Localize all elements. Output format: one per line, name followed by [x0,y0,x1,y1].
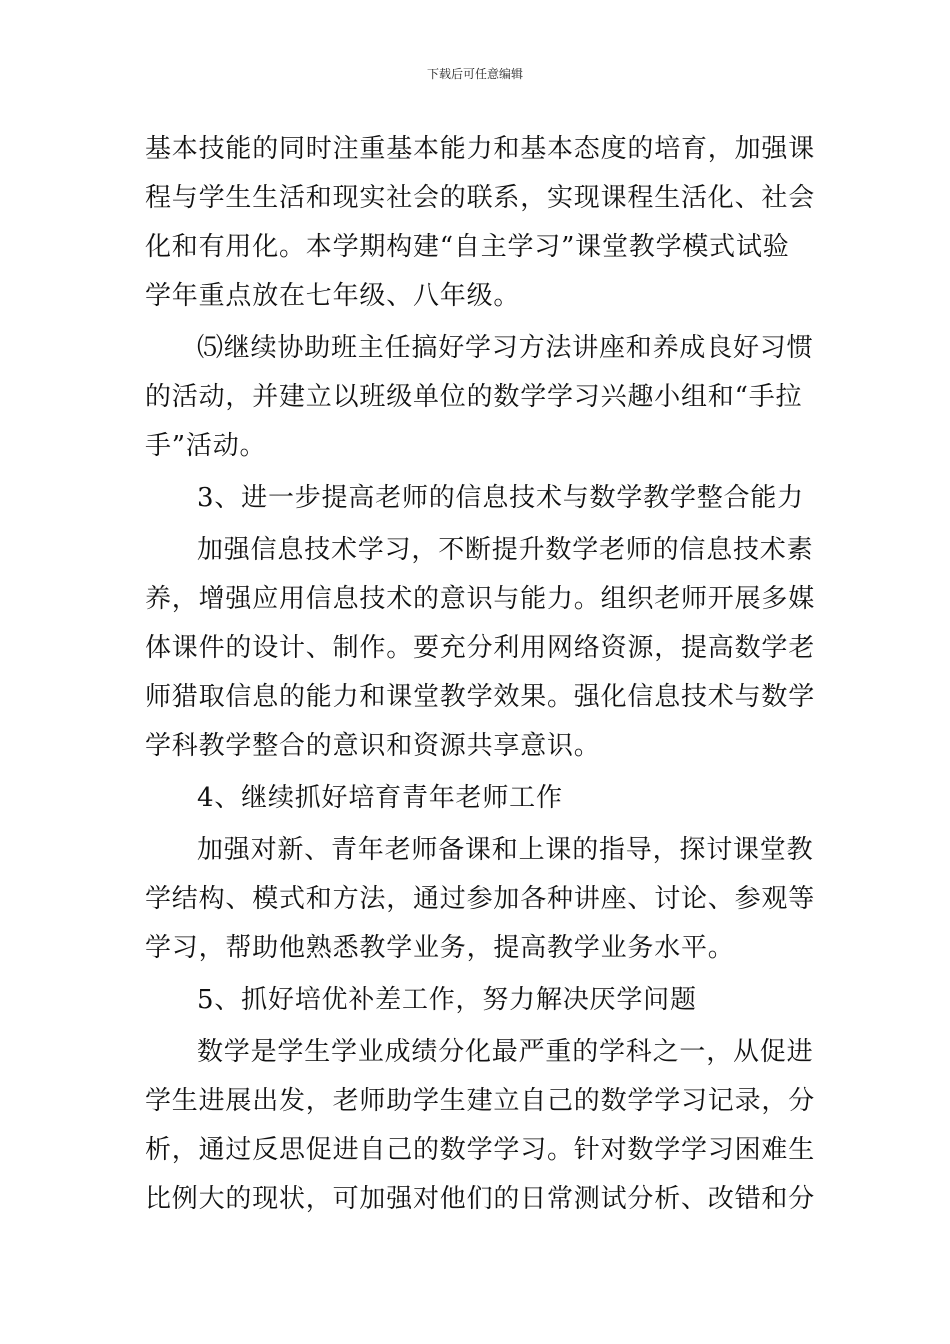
text-line: 基本技能的同时注重基本能力和基本态度的培育，加强课 [145,134,816,164]
text-line: ⑸继续协助班主任搞好学习方法讲座和养成良好习惯 [197,333,814,363]
text-line: 学习，帮助他熟悉教学业务，提高教学业务水平。 [145,933,735,963]
text-line: 养，增强应用信息技术的意识与能力。组织老师开展多媒 [145,584,816,614]
text-line: 析，通过反思促进自己的数学学习。针对数学学习困难生 [145,1135,816,1165]
text-line: 的活动，并建立以班级单位的数学学习兴趣小组和“手拉 [145,382,803,412]
text-line: 体课件的设计、制作。要充分利用网络资源，提高数学老 [145,633,816,663]
section-heading: 3、进一步提高老师的信息技术与数学教学整合能力 [197,483,804,513]
text-line: 师猎取信息的能力和课堂教学效果。强化信息技术与数学 [145,682,816,712]
section-heading: 4、继续抓好培育青年老师工作 [197,783,563,813]
text-line: 比例大的现状，可加强对他们的日常测试分析、改错和分 [145,1184,816,1214]
text-line: 学生进展出发，老师助学生建立自己的数学学习记录，分 [145,1086,816,1116]
section-heading: 5、抓好培优补差工作，努力解决厌学问题 [197,985,697,1015]
text-line: 手”活动。 [145,431,267,461]
text-line: 学科教学整合的意识和资源共享意识。 [145,731,601,761]
text-line: 程与学生生活和现实社会的联系，实现课程生活化、社会 [145,183,816,213]
text-line: 学年重点放在七年级、八年级。 [145,281,521,311]
text-line: 化和有用化。本学期构建“自主学习”课堂教学模式试验 [145,232,790,262]
text-line: 学结构、模式和方法，通过参加各种讲座、讨论、参观等 [145,884,816,914]
text-line: 数学是学生学业成绩分化最严重的学科之一，从促进 [197,1037,814,1067]
text-line: 加强对新、青年老师备课和上课的指导，探讨课堂教 [197,835,814,865]
page-header: 下载后可任意编辑 [426,67,523,81]
text-line: 加强信息技术学习，不断提升数学老师的信息技术素 [197,535,814,565]
document-body [145,125,816,1224]
